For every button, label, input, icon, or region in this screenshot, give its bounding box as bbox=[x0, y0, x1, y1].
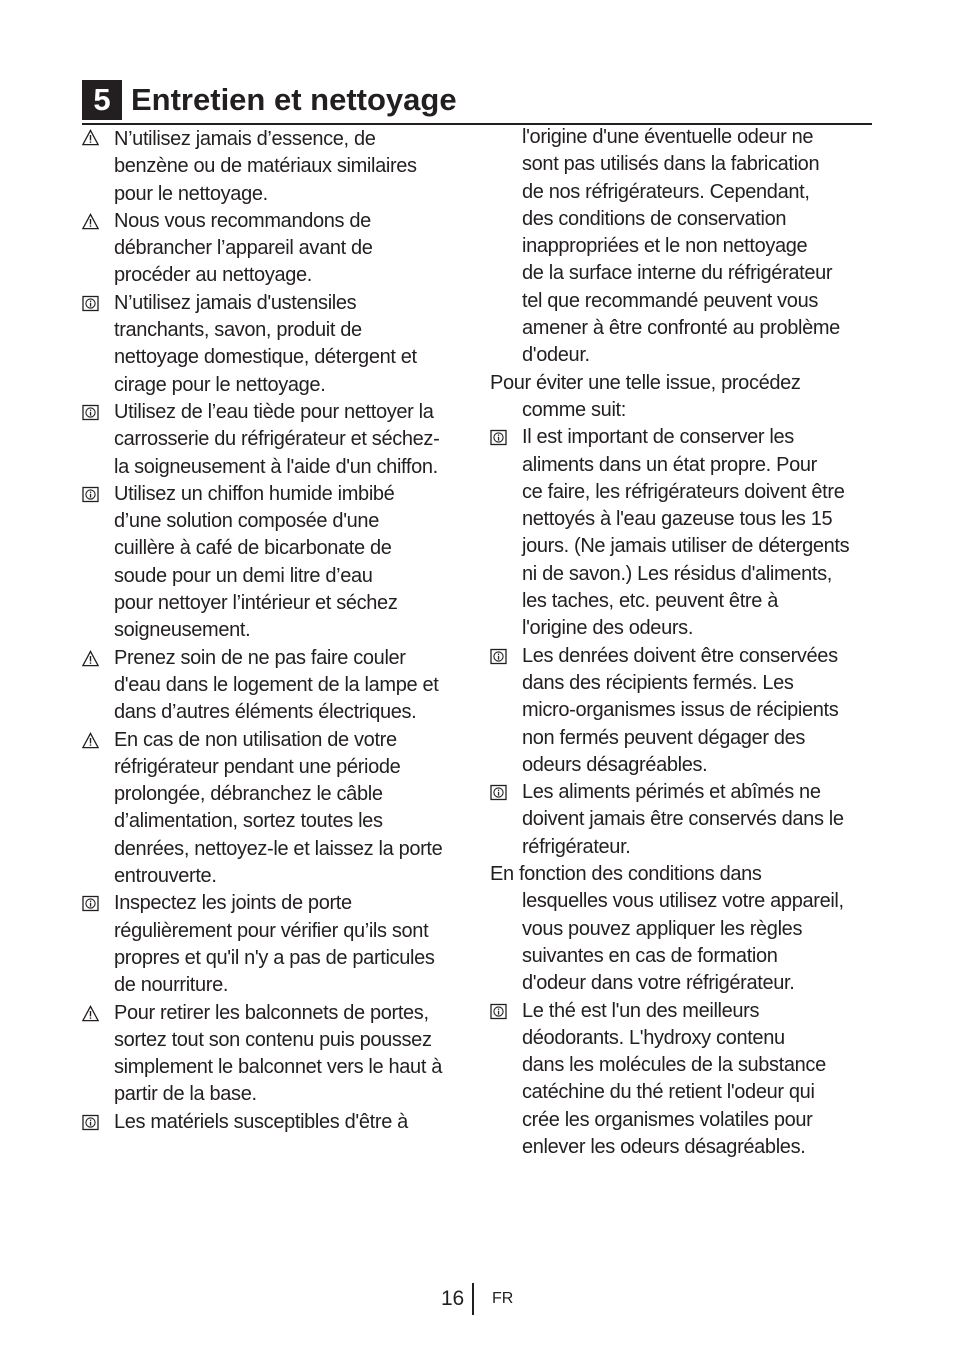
list-item bbox=[490, 643, 876, 779]
text-line: tranchants, savon, produit de bbox=[114, 319, 362, 342]
text-line: Inspectez les joints de porte bbox=[114, 892, 352, 915]
warning-icon bbox=[82, 650, 99, 667]
text-line: de nourriture. bbox=[114, 974, 229, 997]
text-line: comme suit: bbox=[522, 398, 626, 421]
text-line: débrancher l’appareil avant de bbox=[114, 237, 373, 260]
info-icon bbox=[490, 429, 507, 446]
text-line: la soigneusement à l'aide d'un chiffon. bbox=[114, 455, 438, 478]
list-item bbox=[82, 290, 472, 399]
text-line: de nos réfrigérateurs. Cependant, bbox=[522, 180, 810, 203]
list-item bbox=[82, 727, 472, 891]
info-icon bbox=[82, 404, 99, 421]
text-line: dans d’autres éléments électriques. bbox=[114, 701, 417, 724]
chapter-title: Entretien et nettoyage bbox=[131, 82, 457, 117]
chapter-number-badge: 5 bbox=[82, 80, 122, 120]
text-line: ce faire, les réfrigérateurs doivent être bbox=[522, 480, 845, 503]
text-line: Pour retirer les balconnets de portes, bbox=[114, 1001, 429, 1024]
text-line: catéchine du thé retient l'odeur qui bbox=[522, 1081, 815, 1104]
text-line: jours. (Ne jamais utiliser de détergents bbox=[522, 535, 850, 558]
text-line: Utilisez un chiffon humide imbibé bbox=[114, 482, 395, 505]
text-line: pour le nettoyage. bbox=[114, 182, 268, 205]
text-line: d'odeur dans votre réfrigérateur. bbox=[522, 972, 795, 995]
text-line: procéder au nettoyage. bbox=[114, 264, 313, 287]
text-line: prolongée, débranchez le câble bbox=[114, 783, 383, 806]
language-code: FR bbox=[492, 1290, 514, 1307]
text-line: N’utilisez jamais d’essence, de bbox=[114, 128, 376, 150]
text-line: lesquelles vous utilisez votre appareil, bbox=[522, 890, 844, 913]
list-item bbox=[490, 998, 876, 1162]
text-line: Les denrées doivent être conservées bbox=[522, 644, 838, 667]
page-footer bbox=[0, 1283, 954, 1315]
info-icon bbox=[490, 784, 507, 801]
text-line: odeurs désagréables. bbox=[522, 753, 708, 776]
info-icon bbox=[82, 295, 99, 312]
text-line: d’une solution composée d'une bbox=[114, 510, 379, 533]
text-line: non fermés peuvent dégager des bbox=[522, 726, 806, 749]
text-line: vous pouvez appliquer les règles bbox=[522, 917, 803, 940]
text-line: soude pour un demi litre d’eau bbox=[114, 564, 373, 587]
text-line: tel que recommandé peuvent vous bbox=[522, 289, 819, 312]
list-item bbox=[82, 208, 472, 290]
text-line: denrées, nettoyez-le et laissez la porte bbox=[114, 837, 443, 860]
text-line: N’utilisez jamais d'ustensiles bbox=[114, 291, 357, 314]
text-line: micro-organismes issus de récipients bbox=[522, 699, 839, 722]
text-line: régulièrement pour vérifier qu’ils sont bbox=[114, 919, 429, 942]
text-line: soigneusement. bbox=[114, 619, 251, 642]
left-column bbox=[82, 124, 472, 1136]
right-column bbox=[490, 124, 876, 1161]
list-item bbox=[490, 424, 876, 642]
text-line: des conditions de conservation bbox=[522, 207, 787, 230]
text-line: de la surface interne du réfrigérateur bbox=[522, 262, 833, 285]
text-line: déodorants. L'hydroxy contenu bbox=[522, 1026, 785, 1049]
footer-divider bbox=[472, 1283, 474, 1315]
warning-icon bbox=[82, 129, 99, 146]
info-icon bbox=[82, 895, 99, 912]
text-line: dans des récipients fermés. Les bbox=[522, 671, 794, 694]
text-line: suivantes en cas de formation bbox=[522, 944, 778, 967]
list-item bbox=[82, 124, 472, 208]
info-icon bbox=[490, 648, 507, 665]
text-line: Prenez soin de ne pas faire couler bbox=[114, 646, 406, 669]
list-item bbox=[82, 399, 472, 481]
text-line: sortez tout son contenu puis poussez bbox=[114, 1028, 432, 1051]
list-item bbox=[490, 779, 876, 861]
text-line: Pour éviter une telle issue, procédez bbox=[490, 371, 801, 394]
text-line: aliments dans un état propre. Pour bbox=[522, 453, 817, 476]
list-item bbox=[82, 1000, 472, 1109]
text-line: d'odeur. bbox=[522, 344, 590, 367]
text-line: En fonction des conditions dans bbox=[490, 863, 762, 886]
text-line: l'origine des odeurs. bbox=[522, 617, 694, 640]
text-line: cirage pour le nettoyage. bbox=[114, 373, 326, 396]
text-line: carrosserie du réfrigérateur et séchez- bbox=[114, 428, 440, 451]
list-item bbox=[82, 481, 472, 645]
text-line: nettoyage domestique, détergent et bbox=[114, 346, 417, 369]
text-line: l'origine d'une éventuelle odeur ne bbox=[522, 126, 814, 148]
text-line: doivent jamais être conservés dans le bbox=[522, 808, 844, 831]
continued-item-text bbox=[490, 124, 876, 370]
paragraph bbox=[490, 861, 876, 997]
warning-icon bbox=[82, 732, 99, 749]
text-line: dans les molécules de la substance bbox=[522, 1054, 826, 1077]
text-line: simplement le balconnet vers le haut à bbox=[114, 1056, 442, 1079]
text-line: réfrigérateur pendant une période bbox=[114, 755, 401, 778]
text-line: partir de la base. bbox=[114, 1083, 257, 1106]
text-line: les taches, etc. peuvent être à bbox=[522, 590, 778, 613]
list-item bbox=[82, 890, 472, 999]
text-line: réfrigérateur. bbox=[522, 835, 631, 858]
text-line: nettoyés à l'eau gazeuse tous les 15 bbox=[522, 508, 833, 531]
text-line: enlever les odeurs désagréables. bbox=[522, 1135, 806, 1158]
list-item bbox=[82, 1109, 472, 1136]
info-icon bbox=[82, 1114, 99, 1131]
info-icon bbox=[82, 486, 99, 503]
text-line: benzène ou de matériaux similaires bbox=[114, 155, 417, 178]
text-line: d'eau dans le logement de la lampe et bbox=[114, 673, 439, 696]
text-line: Il est important de conserver les bbox=[522, 426, 794, 449]
text-line: Nous vous recommandons de bbox=[114, 209, 371, 232]
paragraph bbox=[490, 370, 876, 425]
text-line: Les matériels susceptibles d'être à bbox=[114, 1110, 408, 1133]
info-icon bbox=[490, 1003, 507, 1020]
text-line: amener à être confronté au problème bbox=[522, 317, 840, 340]
text-line: pour nettoyer l’intérieur et séchez bbox=[114, 592, 398, 615]
text-line: ni de savon.) Les résidus d'aliments, bbox=[522, 562, 832, 585]
text-line: propres et qu'il n'y a pas de particules bbox=[114, 946, 435, 969]
text-line: Les aliments périmés et abîmés ne bbox=[522, 781, 821, 804]
text-line: Le thé est l'un des meilleurs bbox=[522, 999, 760, 1022]
text-line: entrouverte. bbox=[114, 865, 217, 888]
text-line: Utilisez de l’eau tiède pour nettoyer la bbox=[114, 400, 434, 423]
list-item bbox=[82, 645, 472, 727]
warning-icon bbox=[82, 213, 99, 230]
text-line: crée les organismes volatiles pour bbox=[522, 1108, 813, 1131]
page-number: 16 bbox=[441, 1287, 464, 1310]
text-line: En cas de non utilisation de votre bbox=[114, 728, 397, 751]
text-line: inappropriées et le non nettoyage bbox=[522, 235, 808, 258]
text-line: cuillère à café de bicarbonate de bbox=[114, 537, 392, 560]
chapter-header bbox=[82, 80, 872, 125]
text-line: d’alimentation, sortez toutes les bbox=[114, 810, 383, 833]
warning-icon bbox=[82, 1005, 99, 1022]
text-line: sont pas utilisés dans la fabrication bbox=[522, 153, 820, 176]
